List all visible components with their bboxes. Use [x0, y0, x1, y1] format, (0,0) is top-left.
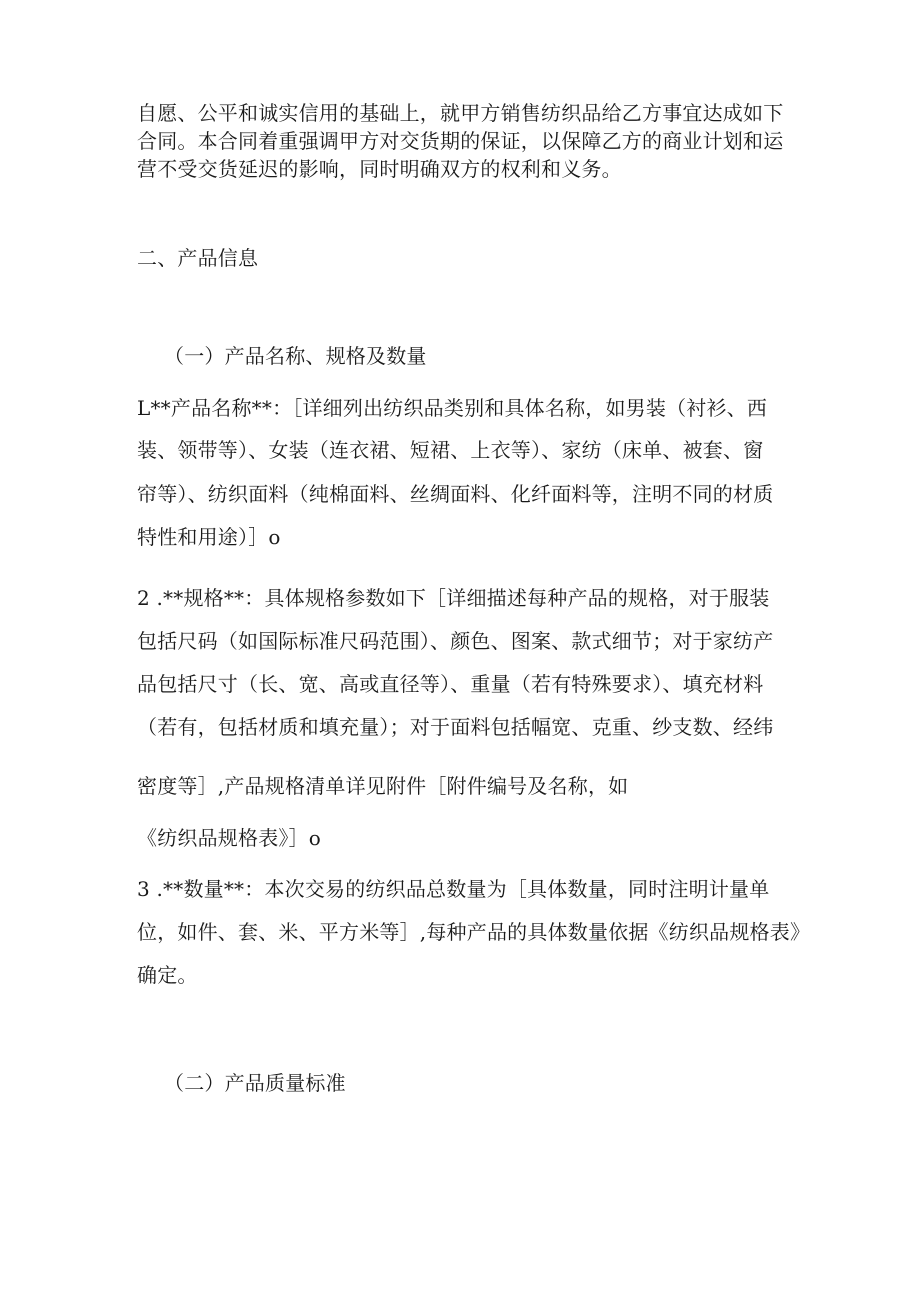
item-two-line: 2 .**规格**：具体规格参数如下［详细描述每种产品的规格，对于服装: [137, 586, 770, 610]
item-two-line: （若有，包括材质和填充量）；对于面料包括幅宽、克重、纱支数、经纬: [137, 715, 774, 739]
item-two-line: 品包括尺寸（长、宽、高或直径等）、重量（若有特殊要求）、填充材料: [137, 672, 764, 696]
subsection-heading: （二）产品质量标准: [164, 1071, 346, 1095]
subsection-heading: （一）产品名称、规格及数量: [164, 344, 427, 368]
item-three-line: 3 .**数量**：本次交易的纺织品总数量为［具体数量，同时注明计量单: [137, 877, 770, 901]
item-three-line: 确定。: [137, 963, 198, 987]
intro-line: 合同。本合同着重强调甲方对交货期的保证，以保障乙方的商业计划和运: [137, 129, 784, 153]
intro-line: 营不受交货延迟的影响，同时明确双方的权利和义务。: [137, 157, 622, 181]
item-one-line: 帘等）、纺织面料（纯棉面料、丝绸面料、化纤面料等，注明不同的材质: [137, 482, 774, 506]
item-three-line: 位，如件、套、米、平方米等］,每种产品的具体数量依据《纺织品规格表》: [137, 920, 811, 944]
intro-line: 自愿、公平和诚实信用的基础上，就甲方销售纺织品给乙方事宜达成如下: [137, 101, 784, 125]
item-two-line: 密度等］,产品规格清单详见附件［附件编号及名称，如: [137, 774, 629, 798]
item-two-line: 《纺织品规格表》］o: [137, 826, 322, 850]
item-one-line: 特性和用途）］o: [137, 525, 281, 549]
item-one-line: 装、领带等）、女装（连衣裙、短裙、上衣等）、家纺（床单、被套、窗: [137, 438, 764, 462]
item-one-line: L**产品名称**：［详细列出纺织品类别和具体名称，如男装（衬衫、西: [137, 396, 768, 420]
section-heading: 二、产品信息: [137, 246, 259, 270]
item-two-line: 包括尺码（如国际标准尺码范围）、颜色、图案、款式细节；对于家纺产: [137, 629, 774, 653]
